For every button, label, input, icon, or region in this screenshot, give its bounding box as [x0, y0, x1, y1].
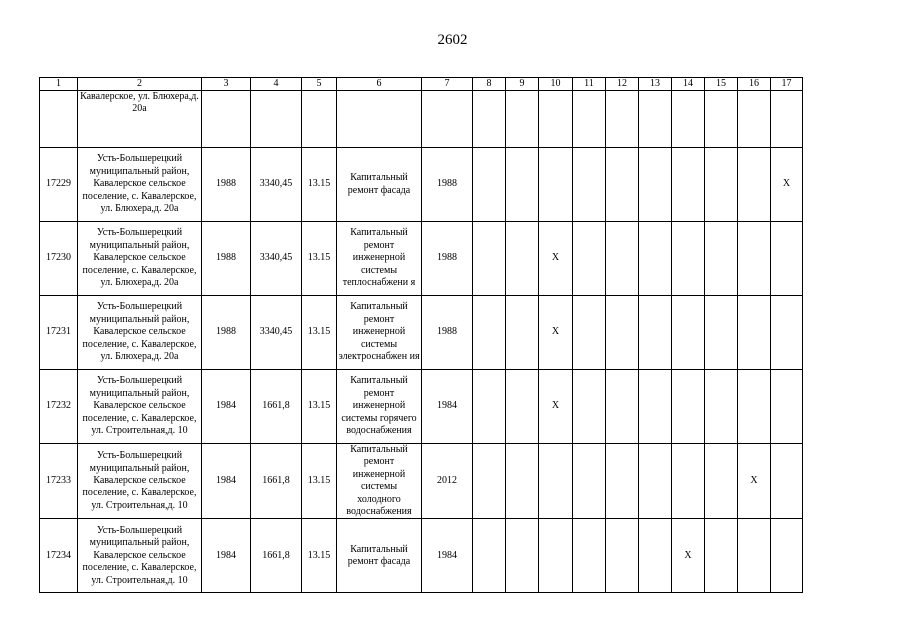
mark-cell: [738, 148, 771, 222]
mark-cell: [738, 296, 771, 370]
address-cell: Кавалерское, ул. Блюхера,д. 20а: [78, 91, 202, 148]
area-cell: 3340,45: [251, 296, 302, 370]
mark-cell: [606, 370, 639, 444]
area-cell: 3340,45: [251, 148, 302, 222]
mark-cell: [573, 222, 606, 296]
mark-cell: [573, 148, 606, 222]
mark-cell: [473, 444, 506, 519]
year-built-cell: 1988: [202, 148, 251, 222]
table-row: [40, 370, 803, 444]
mark-cell: [672, 444, 705, 519]
mark-cell: [506, 444, 539, 519]
work-type-cell: Капитальный ремонт инженерной системы электроснабжен ия: [337, 296, 422, 370]
empty-cell: [705, 91, 738, 148]
mark-cell: [705, 222, 738, 296]
mark-cell: [771, 519, 803, 593]
mark-cell: [738, 370, 771, 444]
mark-cell: [506, 519, 539, 593]
empty-cell: [202, 91, 251, 148]
mark-cell: [705, 519, 738, 593]
column-header: 4: [251, 78, 302, 91]
mark-cell: [606, 222, 639, 296]
mark-cell: [672, 370, 705, 444]
column-header: 3: [202, 78, 251, 91]
table-row: [40, 519, 803, 593]
mark-cell: [506, 296, 539, 370]
year-built-cell: 1988: [202, 222, 251, 296]
mark-cell: [771, 370, 803, 444]
mark-cell: [606, 296, 639, 370]
table-row: [40, 444, 803, 519]
column-header: 6: [337, 78, 422, 91]
code-cell: 13.15: [302, 444, 337, 519]
address-cell: Усть-Большерецкий муниципальный район, Кавалерское сельское поселение, с. Кавалерское, ул. Блюхера,д. 20а: [78, 296, 202, 370]
column-header: 1: [40, 78, 78, 91]
planned-year-cell: 1988: [422, 296, 473, 370]
mark-cell: [606, 444, 639, 519]
mark-cell: X: [539, 370, 573, 444]
record-id-cell: 17234: [40, 519, 78, 593]
address-cell: Усть-Большерецкий муниципальный район, Кавалерское сельское поселение, с. Кавалерское, ул. Блюхера,д. 20а: [78, 222, 202, 296]
empty-cell: [639, 91, 672, 148]
page-number: 2602: [437, 32, 468, 48]
column-header: 17: [771, 78, 803, 91]
empty-cell: [337, 91, 422, 148]
mark-cell: X: [738, 444, 771, 519]
mark-cell: X: [771, 148, 803, 222]
column-header: 5: [302, 78, 337, 91]
mark-cell: [473, 519, 506, 593]
continuation-row: [40, 91, 803, 148]
planned-year-cell: 1988: [422, 148, 473, 222]
table-row: [40, 148, 803, 222]
mark-cell: [539, 148, 573, 222]
planned-year-cell: 1984: [422, 519, 473, 593]
column-number-header: [40, 78, 803, 91]
registry-body: [40, 78, 803, 593]
code-cell: 13.15: [302, 370, 337, 444]
mark-cell: [473, 296, 506, 370]
work-type-cell: Капитальный ремонт фасада: [337, 148, 422, 222]
mark-cell: [506, 148, 539, 222]
planned-year-cell: 1984: [422, 370, 473, 444]
mark-cell: [473, 148, 506, 222]
mark-cell: X: [539, 296, 573, 370]
empty-cell: [302, 91, 337, 148]
mark-cell: [639, 296, 672, 370]
year-built-cell: 1984: [202, 519, 251, 593]
work-type-cell: Капитальный ремонт инженерной системы горячего водоснабжения: [337, 370, 422, 444]
address-cell: Усть-Большерецкий муниципальный район, Кавалерское сельское поселение, с. Кавалерское, ул. Блюхера,д. 20а: [78, 148, 202, 222]
year-built-cell: 1988: [202, 296, 251, 370]
mark-cell: [771, 296, 803, 370]
mark-cell: [672, 222, 705, 296]
empty-cell: [506, 91, 539, 148]
mark-cell: [539, 519, 573, 593]
address-cell: Усть-Большерецкий муниципальный район, Кавалерское сельское поселение, с. Кавалерское, ул. Строительная,д. 10: [78, 444, 202, 519]
record-id-cell: 17230: [40, 222, 78, 296]
mark-cell: [705, 370, 738, 444]
year-built-cell: 1984: [202, 370, 251, 444]
empty-cell: [672, 91, 705, 148]
empty-cell: [738, 91, 771, 148]
record-id-cell: 17232: [40, 370, 78, 444]
area-cell: 1661,8: [251, 444, 302, 519]
work-type-cell: Капитальный ремонт инженерной системы теплоснабжени я: [337, 222, 422, 296]
empty-cell: [251, 91, 302, 148]
planned-year-cell: 2012: [422, 444, 473, 519]
id-cell: [40, 91, 78, 148]
work-type-cell: Капитальный ремонт инженерной системы холодного водоснабжения: [337, 444, 422, 519]
column-header: 2: [78, 78, 202, 91]
mark-cell: [672, 148, 705, 222]
mark-cell: [771, 222, 803, 296]
registry-table: [39, 77, 803, 593]
mark-cell: X: [539, 222, 573, 296]
record-id-cell: 17231: [40, 296, 78, 370]
column-header: 15: [705, 78, 738, 91]
code-cell: 13.15: [302, 148, 337, 222]
mark-cell: [606, 519, 639, 593]
column-header: 7: [422, 78, 473, 91]
code-cell: 13.15: [302, 519, 337, 593]
mark-cell: [738, 222, 771, 296]
column-header: 10: [539, 78, 573, 91]
empty-cell: [422, 91, 473, 148]
mark-cell: [705, 296, 738, 370]
mark-cell: [606, 148, 639, 222]
column-header: 16: [738, 78, 771, 91]
mark-cell: [639, 148, 672, 222]
area-cell: 1661,8: [251, 519, 302, 593]
empty-cell: [606, 91, 639, 148]
column-header: 8: [473, 78, 506, 91]
mark-cell: [738, 519, 771, 593]
mark-cell: [672, 296, 705, 370]
address-cell: Усть-Большерецкий муниципальный район, Кавалерское сельское поселение, с. Кавалерское, ул. Строительная,д. 10: [78, 519, 202, 593]
mark-cell: [705, 444, 738, 519]
planned-year-cell: 1988: [422, 222, 473, 296]
column-header: 9: [506, 78, 539, 91]
mark-cell: [639, 444, 672, 519]
mark-cell: [771, 444, 803, 519]
mark-cell: [539, 444, 573, 519]
empty-cell: [573, 91, 606, 148]
record-id-cell: 17229: [40, 148, 78, 222]
mark-cell: [473, 222, 506, 296]
mark-cell: [506, 222, 539, 296]
column-header: 13: [639, 78, 672, 91]
address-cell: Усть-Большерецкий муниципальный район, Кавалерское сельское поселение, с. Кавалерское, ул. Строительная,д. 10: [78, 370, 202, 444]
table-row: [40, 222, 803, 296]
code-cell: 13.15: [302, 296, 337, 370]
mark-cell: [573, 370, 606, 444]
column-header: 11: [573, 78, 606, 91]
empty-cell: [771, 91, 803, 148]
record-id-cell: 17233: [40, 444, 78, 519]
column-header: 12: [606, 78, 639, 91]
empty-cell: [473, 91, 506, 148]
column-header: 14: [672, 78, 705, 91]
mark-cell: [573, 444, 606, 519]
mark-cell: [639, 222, 672, 296]
mark-cell: [573, 519, 606, 593]
empty-cell: [539, 91, 573, 148]
mark-cell: [705, 148, 738, 222]
work-type-cell: Капитальный ремонт фасада: [337, 519, 422, 593]
mark-cell: [573, 296, 606, 370]
mark-cell: [639, 370, 672, 444]
mark-cell: [639, 519, 672, 593]
mark-cell: [473, 370, 506, 444]
mark-cell: X: [672, 519, 705, 593]
mark-cell: [506, 370, 539, 444]
area-cell: 1661,8: [251, 370, 302, 444]
year-built-cell: 1984: [202, 444, 251, 519]
code-cell: 13.15: [302, 222, 337, 296]
table-row: [40, 296, 803, 370]
area-cell: 3340,45: [251, 222, 302, 296]
